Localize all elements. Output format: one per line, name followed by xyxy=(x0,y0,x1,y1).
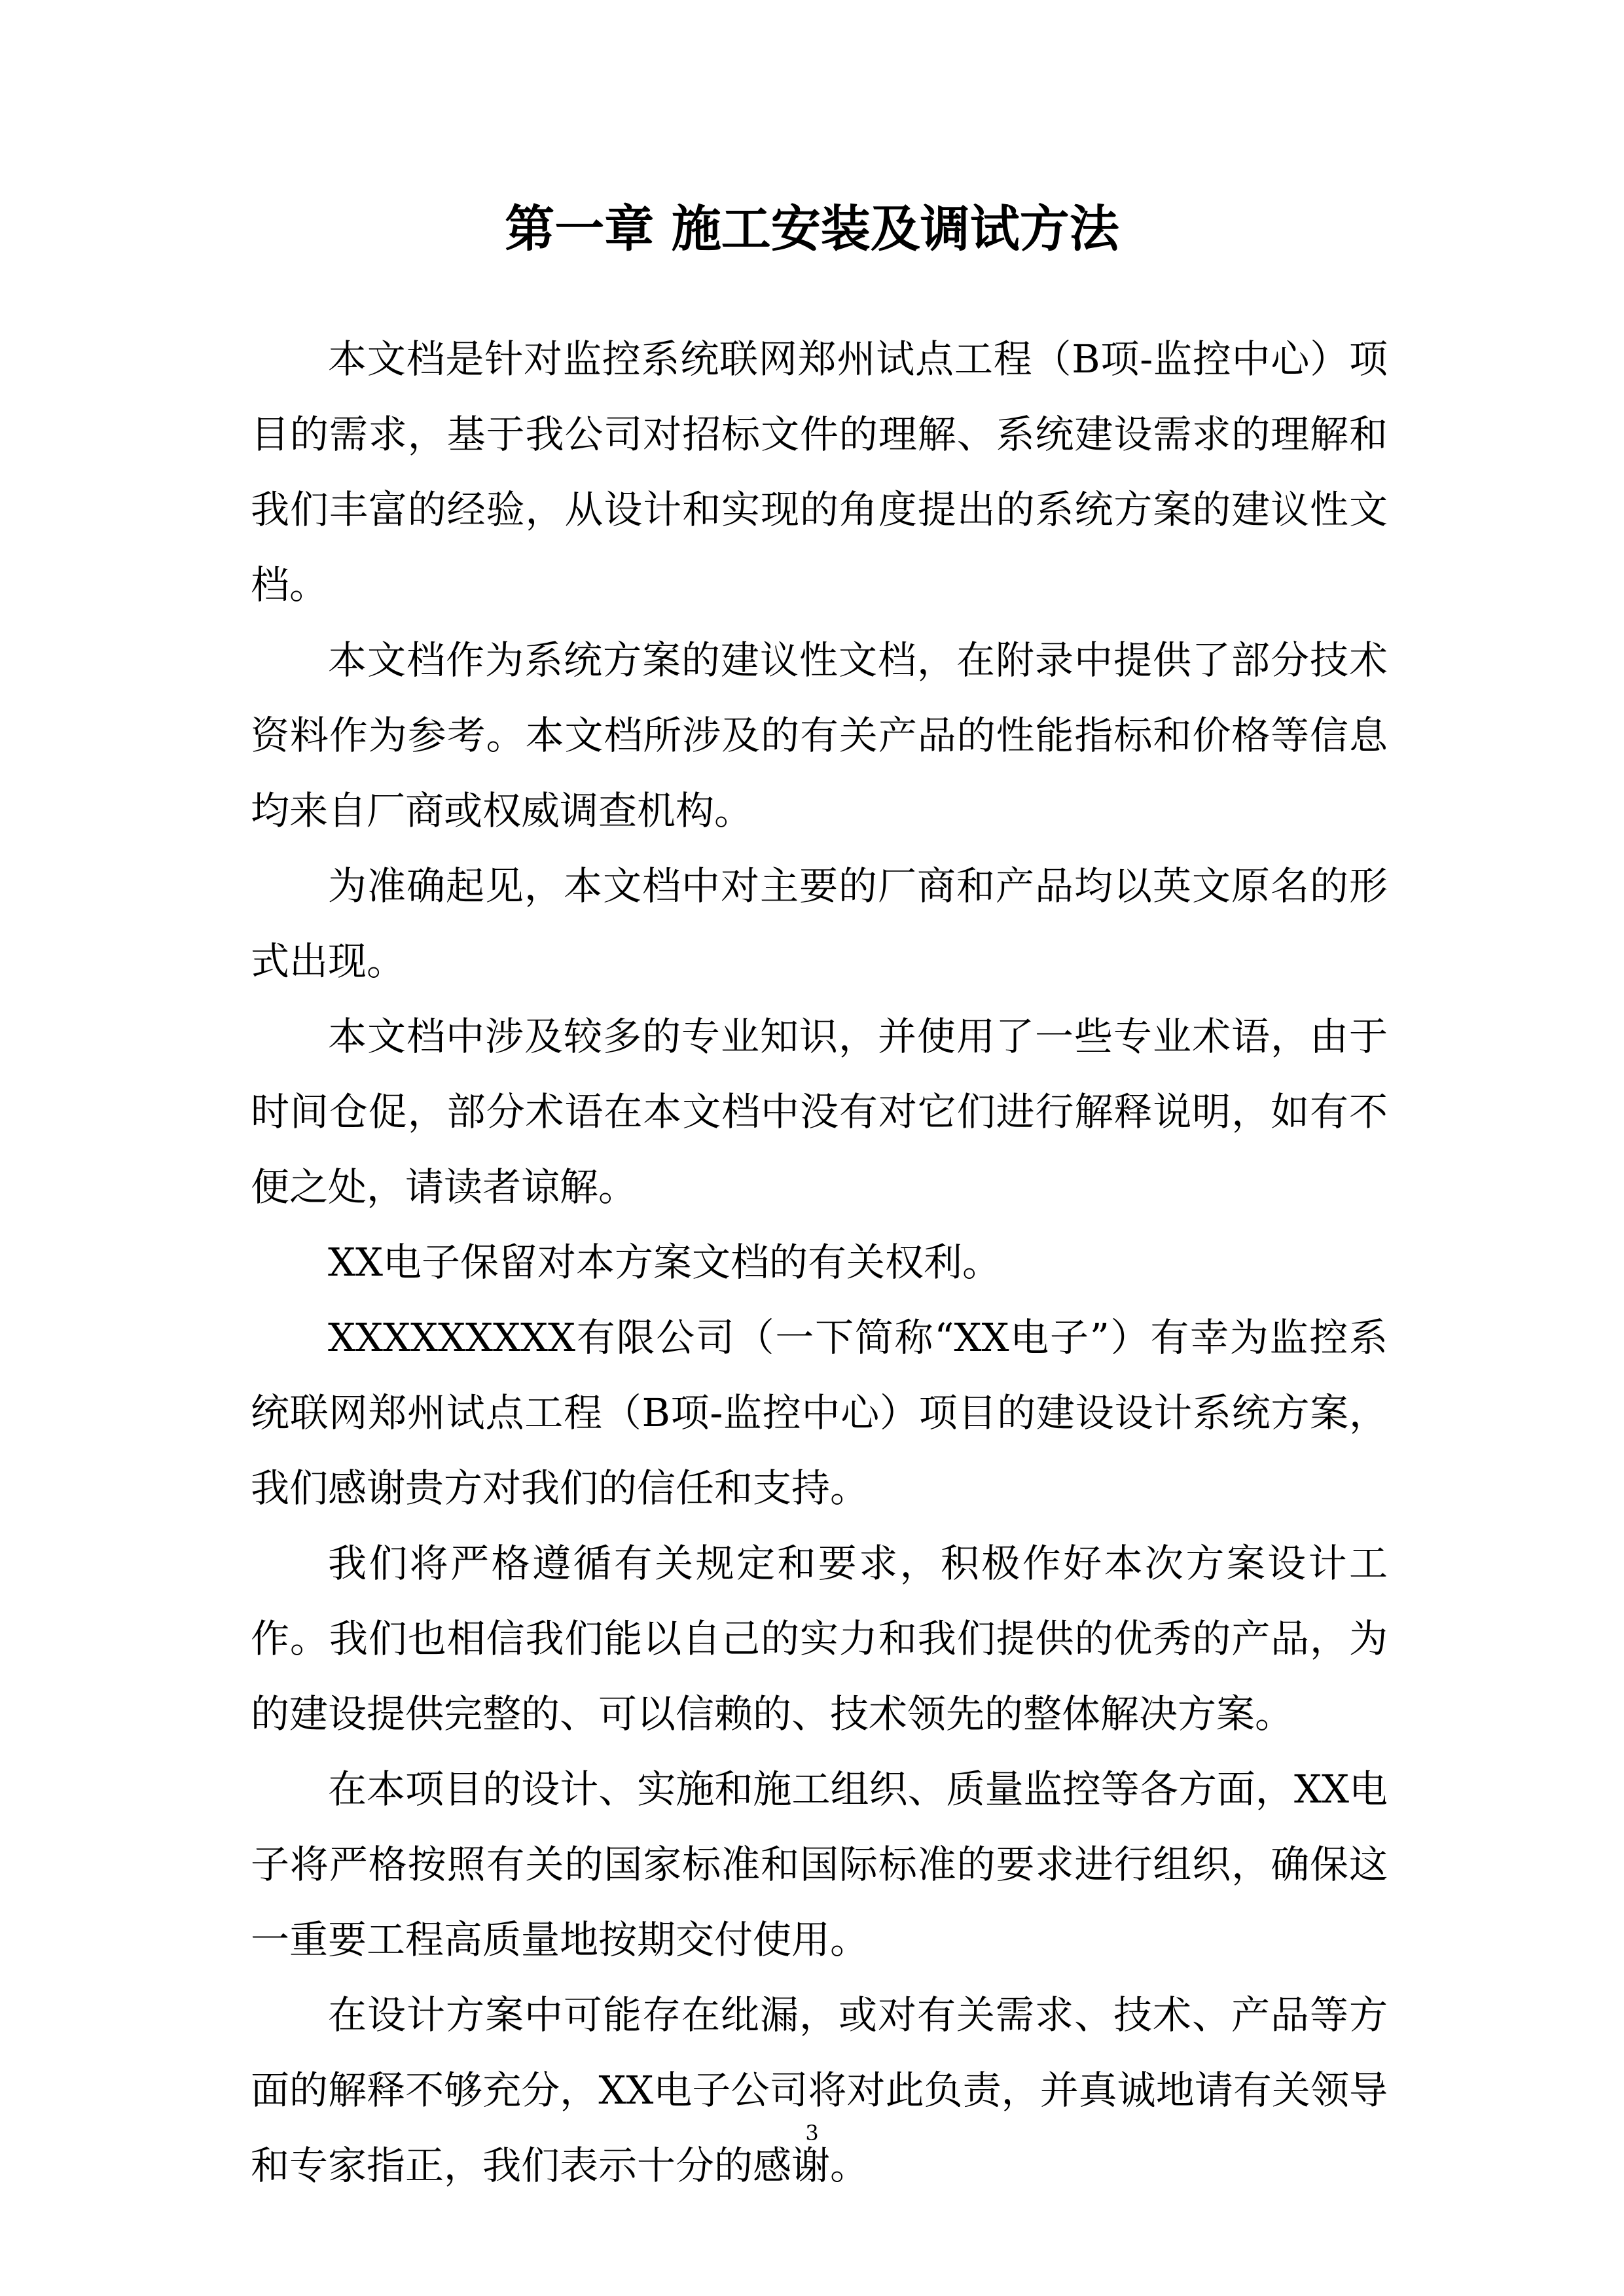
paragraph: 本文档作为系统方案的建议性文档，在附录中提供了部分技术资料作为参考。本文档所涉及的有关产品的性能指标和价格等信息均来自厂商或权威调查机构。 xyxy=(251,637,1388,833)
paragraph: 我们将严格遵循有关规定和要求，积极作好本次方案设计工作。我们也相信我们能以自己的实力和我们提供的优秀的产品，为的建设提供完整的、可以信赖的、技术领先的整体解决方案。 xyxy=(251,1541,1388,1736)
paragraph: 在设计方案中可能存在纰漏，或对有关需求、技术、产品等方面的解释不够充分，XX电子公司将对此负责，并真诚地请有关领导和专家指正，我们表示十分的感谢。 xyxy=(251,1992,1388,2188)
page-number: 3 xyxy=(805,2121,819,2145)
document-body xyxy=(251,321,1388,2203)
chapter-title: 第一章 施工安装及调试方法 xyxy=(505,200,1119,258)
paragraph: 本文档中涉及较多的专业知识，并使用了一些专业术语，由于时间仓促，部分术语在本文档中没有对它们进行解释说明，如有不便之处，请读者谅解。 xyxy=(251,1014,1388,1210)
paragraph: XX电子保留对本方案文档的有关权利。 xyxy=(328,1240,1001,1285)
paragraph: 在本项目的设计、实施和施工组织、质量监控等各方面，XX电子将严格按照有关的国家标准和国际标准的要求进行组织，确保这一重要工程高质量地按期交付使用。 xyxy=(251,1767,1388,1962)
paragraph: XXXXXXXXX有限公司（一下简称“XX电子”）有幸为监控系统联网郑州试点工程（B项-监控中心）项目的建设设计系统方案，我们感谢贵方对我们的信任和支持。 xyxy=(251,1315,1388,1511)
paragraph: 为准确起见，本文档中对主要的厂商和产品均以英文原名的形式出现。 xyxy=(251,863,1388,984)
paragraph: 本文档是针对监控系统联网郑州试点工程（B项-监控中心）项目的需求，基于我公司对招标文件的理解、系统建设需求的理解和我们丰富的经验，从设计和实现的角度提出的系统方案的建议性文档。 xyxy=(251,336,1388,607)
